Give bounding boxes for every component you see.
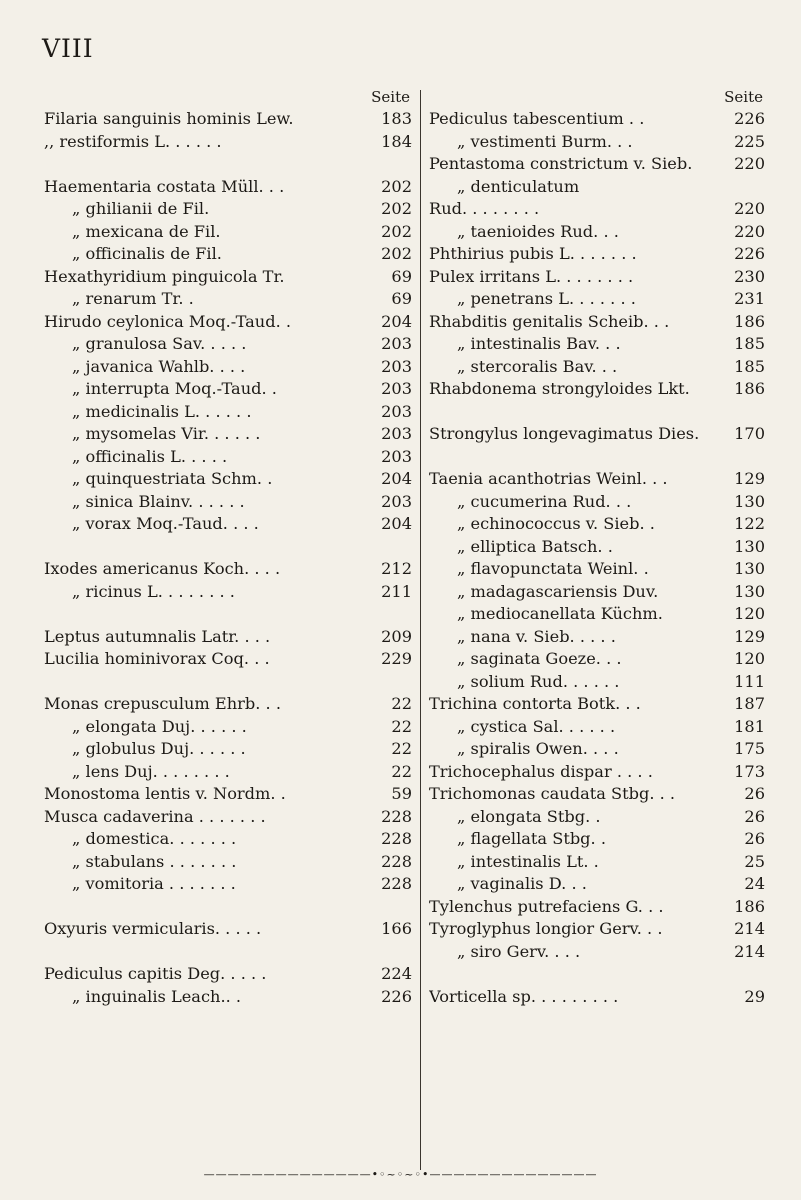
index-entry <box>429 806 765 829</box>
index-entry <box>44 693 412 716</box>
entry-page: 231 <box>734 289 765 308</box>
entry-page: 130 <box>734 581 765 601</box>
entry-name: „ cucumerina Rud. . . <box>457 491 632 511</box>
entry-page: 25 <box>744 851 765 871</box>
entry-name: „ flagellata Stbg. . <box>457 829 606 848</box>
index-entry <box>429 671 765 694</box>
entry-page: 120 <box>734 604 765 623</box>
entry-name: „ granulosa Sav. . . . . <box>72 334 247 353</box>
index-entry <box>429 716 765 739</box>
index-column-left <box>44 86 412 1008</box>
index-entry <box>44 851 412 874</box>
entry-name: „ echinococcus v. Sieb. . <box>457 514 655 533</box>
entry-name: „ flavopunctata Weinl. . <box>457 559 649 578</box>
entry-name: „ siro Gerv. . . . <box>457 941 581 961</box>
index-entry <box>429 333 765 356</box>
entry-name: „ intestinalis Bav. . . <box>457 334 621 353</box>
entry-name: Pentastoma constrictum v. Sieb. <box>429 154 693 173</box>
entry-page: 185 <box>734 334 765 353</box>
entry-name: Trichina contorta Botk. . . <box>429 694 641 713</box>
index-entry <box>429 468 765 491</box>
entry-page: 214 <box>734 941 765 961</box>
entry-page: 166 <box>381 919 412 938</box>
entry-name: Rud. . . . . . . . <box>429 199 540 218</box>
index-entry <box>44 806 412 829</box>
index-entry <box>429 131 765 154</box>
entry-name: „ officinalis de Fil. <box>72 244 222 263</box>
entry-page: 226 <box>734 109 765 128</box>
entry-page: 203 <box>381 491 412 511</box>
entry-name: Tylenchus putrefaciens G. . . <box>429 896 664 916</box>
entry-name: „ nana v. Sieb. . . . . <box>457 626 616 646</box>
index-entry <box>44 333 412 356</box>
entry-name: „ officinalis L. . . . . <box>72 446 228 466</box>
entry-page: 186 <box>734 896 765 916</box>
index-entry <box>44 468 412 491</box>
index-entry <box>44 356 412 379</box>
entry-page: 130 <box>734 491 765 511</box>
end-ornament: ——————————————•◦~◦~◦•—————————————— <box>203 1168 598 1181</box>
entry-gap <box>429 963 765 986</box>
index-entry <box>429 198 765 221</box>
entry-page: 228 <box>381 829 412 848</box>
entry-name: „ medicinalis L. . . . . . <box>72 401 252 421</box>
entry-name: „ spiralis Owen. . . . <box>457 739 619 758</box>
index-entry <box>429 783 765 806</box>
entry-name: „ ghilianii de Fil. <box>72 199 210 218</box>
index-entry <box>429 153 765 176</box>
index-entry <box>429 266 765 289</box>
entry-page: 120 <box>734 649 765 668</box>
index-entry <box>44 198 412 221</box>
entry-name: „ stercoralis Bav. . . <box>457 356 618 376</box>
index-entry <box>44 108 412 131</box>
entry-name: „ cystica Sal. . . . . . <box>457 716 616 736</box>
index-entry <box>44 491 412 514</box>
index-entry <box>429 176 765 199</box>
entry-page: 187 <box>734 694 765 713</box>
entry-name: „ elongata Stbg. . <box>457 806 601 826</box>
index-entry <box>44 266 412 289</box>
index-entry <box>429 761 765 784</box>
entry-page: 173 <box>734 761 765 781</box>
index-entry <box>429 918 765 941</box>
entry-name: Pulex irritans L. . . . . . . . <box>429 266 634 286</box>
index-entry <box>44 221 412 244</box>
entry-name: Pediculus tabescentium . . <box>429 109 645 128</box>
entry-page: 202 <box>381 221 412 241</box>
entry-name: Trichomonas caudata Stbg. . . <box>429 784 676 803</box>
index-entry <box>44 738 412 761</box>
entry-name: „ vomitoria . . . . . . . <box>72 874 236 893</box>
page-number: VIII <box>42 34 94 63</box>
entry-gap <box>44 153 412 176</box>
entry-page: 26 <box>744 829 765 848</box>
entry-name: „ domestica. . . . . . . <box>72 829 237 848</box>
entry-name: „ vorax Moq.-Taud. . . . <box>72 514 259 533</box>
entry-page: 204 <box>381 514 412 533</box>
entry-name: „ stabulans . . . . . . . <box>72 851 237 871</box>
entry-page: 228 <box>381 874 412 893</box>
entry-name: „ mysomelas Vir. . . . . . <box>72 424 261 443</box>
entry-page: 204 <box>381 469 412 488</box>
index-entry <box>429 356 765 379</box>
index-entry <box>44 401 412 424</box>
entry-page: 59 <box>391 784 412 803</box>
entry-gap <box>44 671 412 694</box>
entry-page: 229 <box>381 649 412 668</box>
entry-page: 226 <box>734 244 765 263</box>
entry-page: 203 <box>381 401 412 421</box>
index-entry <box>44 558 412 581</box>
entry-name: Rhabditis genitalis Scheib. . . <box>429 311 670 331</box>
entry-page: 26 <box>744 784 765 803</box>
index-entry <box>44 918 412 941</box>
index-entry <box>429 243 765 266</box>
index-entry <box>44 131 412 154</box>
entry-name: Phthirius pubis L. . . . . . . <box>429 244 637 263</box>
entry-list-left <box>44 108 412 1008</box>
entry-page: 22 <box>391 716 412 736</box>
entry-page: 226 <box>381 986 412 1006</box>
entry-page: 22 <box>391 694 412 713</box>
index-entry <box>429 221 765 244</box>
index-entry <box>429 648 765 671</box>
entry-page: 22 <box>391 739 412 758</box>
entry-page: 170 <box>734 424 765 443</box>
entry-gap <box>44 941 412 964</box>
entry-name: „ madagascariensis Duv. <box>457 581 659 601</box>
entry-page: 203 <box>381 446 412 466</box>
column-divider <box>420 90 421 1170</box>
entry-name: „ renarum Tr. . <box>72 289 194 308</box>
index-entry <box>44 378 412 401</box>
entry-page: 69 <box>391 289 412 308</box>
index-entry <box>44 513 412 536</box>
entry-page: 69 <box>391 266 412 286</box>
index-entry <box>44 446 412 469</box>
entry-page: 185 <box>734 356 765 376</box>
index-entry <box>44 873 412 896</box>
index-entry <box>44 311 412 334</box>
index-entry <box>429 828 765 851</box>
index-entry <box>44 963 412 986</box>
entry-name: Monostoma lentis v. Nordm. . <box>44 784 286 803</box>
entry-page: 203 <box>381 424 412 443</box>
entry-page: 202 <box>381 244 412 263</box>
index-entry <box>44 648 412 671</box>
entry-page: 22 <box>391 761 412 781</box>
index-entry <box>429 513 765 536</box>
index-entry <box>44 243 412 266</box>
entry-page: 220 <box>734 154 765 173</box>
entry-page: 29 <box>744 986 765 1006</box>
index-entry <box>44 176 412 199</box>
index-entry <box>429 558 765 581</box>
index-entry <box>44 783 412 806</box>
entry-name: „ elliptica Batsch. . <box>457 536 613 556</box>
index-column-right <box>429 86 765 1008</box>
index-entry <box>44 581 412 604</box>
entry-name: „ javanica Wahlb. . . . <box>72 356 246 376</box>
entry-name: „ sinica Blainv. . . . . . <box>72 491 245 511</box>
entry-name: Musca cadaverina . . . . . . . <box>44 806 266 826</box>
entry-name: Taenia acanthotrias Weinl. . . <box>429 469 668 488</box>
entry-name: „ globulus Duj. . . . . . <box>72 739 246 758</box>
entry-page: 220 <box>734 199 765 218</box>
entry-name: „ vestimenti Burm. . . <box>457 131 633 151</box>
entry-name: „ elongata Duj. . . . . . <box>72 716 247 736</box>
entry-gap <box>429 401 765 424</box>
entry-name: „ solium Rud. . . . . . <box>457 671 620 691</box>
index-entry <box>44 761 412 784</box>
entry-name: „ mediocanellata Küchm. <box>457 604 663 623</box>
entry-name: ,, restiformis L. . . . . . <box>44 131 222 151</box>
entry-name: Monas crepusculum Ehrb. . . <box>44 694 281 713</box>
entry-page: 130 <box>734 536 765 556</box>
entry-page: 211 <box>381 581 412 601</box>
entry-name: „ interrupta Moq.-Taud. . <box>72 379 277 398</box>
index-entry <box>429 288 765 311</box>
index-entry <box>429 423 765 446</box>
entry-name: „ saginata Goeze. . . <box>457 649 622 668</box>
index-entry <box>429 311 765 334</box>
entry-gap <box>429 446 765 469</box>
index-entry <box>44 828 412 851</box>
index-entry <box>429 986 765 1009</box>
index-entry <box>429 693 765 716</box>
entry-name: Strongylus longevagimatus Dies. <box>429 424 700 443</box>
entry-page: 24 <box>744 874 765 893</box>
entry-list-right <box>429 108 765 1008</box>
entry-page: 203 <box>381 379 412 398</box>
entry-page: 130 <box>734 559 765 578</box>
column-header-seite: Seite <box>371 88 410 106</box>
entry-gap <box>44 536 412 559</box>
entry-page: 184 <box>381 131 412 151</box>
index-entry <box>429 851 765 874</box>
entry-page: 214 <box>734 919 765 938</box>
entry-page: 111 <box>734 671 765 691</box>
entry-name: Haementaria costata Müll. . . <box>44 176 285 196</box>
entry-page: 129 <box>734 626 765 646</box>
entry-name: „ vaginalis D. . . <box>457 874 587 893</box>
entry-page: 228 <box>381 851 412 871</box>
entry-gap <box>44 603 412 626</box>
entry-name: „ lens Duj. . . . . . . . <box>72 761 230 781</box>
entry-name: Leptus autumnalis Latr. . . . <box>44 626 271 646</box>
entry-page: 224 <box>381 964 412 983</box>
entry-page: 228 <box>381 806 412 826</box>
entry-name: „ quinquestriata Schm. . <box>72 469 273 488</box>
column-header-seite: Seite <box>724 88 763 106</box>
entry-page: 129 <box>734 469 765 488</box>
index-entry <box>429 941 765 964</box>
index-entry <box>429 873 765 896</box>
entry-page: 175 <box>734 739 765 758</box>
entry-name: „ mexicana de Fil. <box>72 221 221 241</box>
entry-page: 202 <box>381 176 412 196</box>
entry-page: 220 <box>734 221 765 241</box>
entry-page: 186 <box>734 379 765 398</box>
entry-page: 204 <box>381 311 412 331</box>
index-entry <box>429 491 765 514</box>
entry-name: Filaria sanguinis hominis Lew. <box>44 109 294 128</box>
index-entry <box>44 986 412 1009</box>
index-entry <box>44 288 412 311</box>
index-entry <box>44 423 412 446</box>
index-entry <box>44 716 412 739</box>
index-entry <box>429 378 765 401</box>
entry-page: 225 <box>734 131 765 151</box>
entry-page: 202 <box>381 199 412 218</box>
entry-name: Vorticella sp. . . . . . . . . <box>429 986 619 1006</box>
entry-name: Tyroglyphus longior Gerv. . . <box>429 919 663 938</box>
entry-page: 181 <box>734 716 765 736</box>
index-entry <box>429 108 765 131</box>
entry-name: „ denticulatum <box>457 176 580 196</box>
entry-page: 183 <box>381 109 412 128</box>
index-entry <box>429 581 765 604</box>
entry-name: Hexathyridium pinguicola Tr. <box>44 266 285 286</box>
index-entry <box>429 603 765 626</box>
entry-page: 212 <box>381 559 412 578</box>
entry-name: „ taenioides Rud. . . <box>457 221 619 241</box>
entry-name: Hirudo ceylonica Moq.-Taud. . <box>44 311 292 331</box>
entry-name: Rhabdonema strongyloides Lkt. <box>429 379 690 398</box>
entry-page: 186 <box>734 311 765 331</box>
index-entry <box>44 626 412 649</box>
entry-page: 209 <box>381 626 412 646</box>
entry-name: „ penetrans L. . . . . . . <box>457 289 636 308</box>
index-entry <box>429 896 765 919</box>
entry-name: Ixodes americanus Koch. . . . <box>44 559 281 578</box>
entry-page: 203 <box>381 356 412 376</box>
entry-name: Oxyuris vermicularis. . . . . <box>44 919 262 938</box>
index-entry <box>429 738 765 761</box>
entry-name: Pediculus capitis Deg. . . . . <box>44 964 267 983</box>
entry-page: 203 <box>381 334 412 353</box>
entry-page: 26 <box>744 806 765 826</box>
entry-name: „ ricinus L. . . . . . . . <box>72 581 235 601</box>
entry-name: „ inguinalis Leach.. . <box>72 986 242 1006</box>
index-entry <box>429 626 765 649</box>
entry-name: Trichocephalus dispar . . . . <box>429 761 653 781</box>
entry-page: 122 <box>734 514 765 533</box>
entry-gap <box>44 896 412 919</box>
entry-name: „ intestinalis Lt. . <box>457 851 599 871</box>
entry-name: Lucilia hominivorax Coq. . . <box>44 649 270 668</box>
index-entry <box>429 536 765 559</box>
entry-page: 230 <box>734 266 765 286</box>
